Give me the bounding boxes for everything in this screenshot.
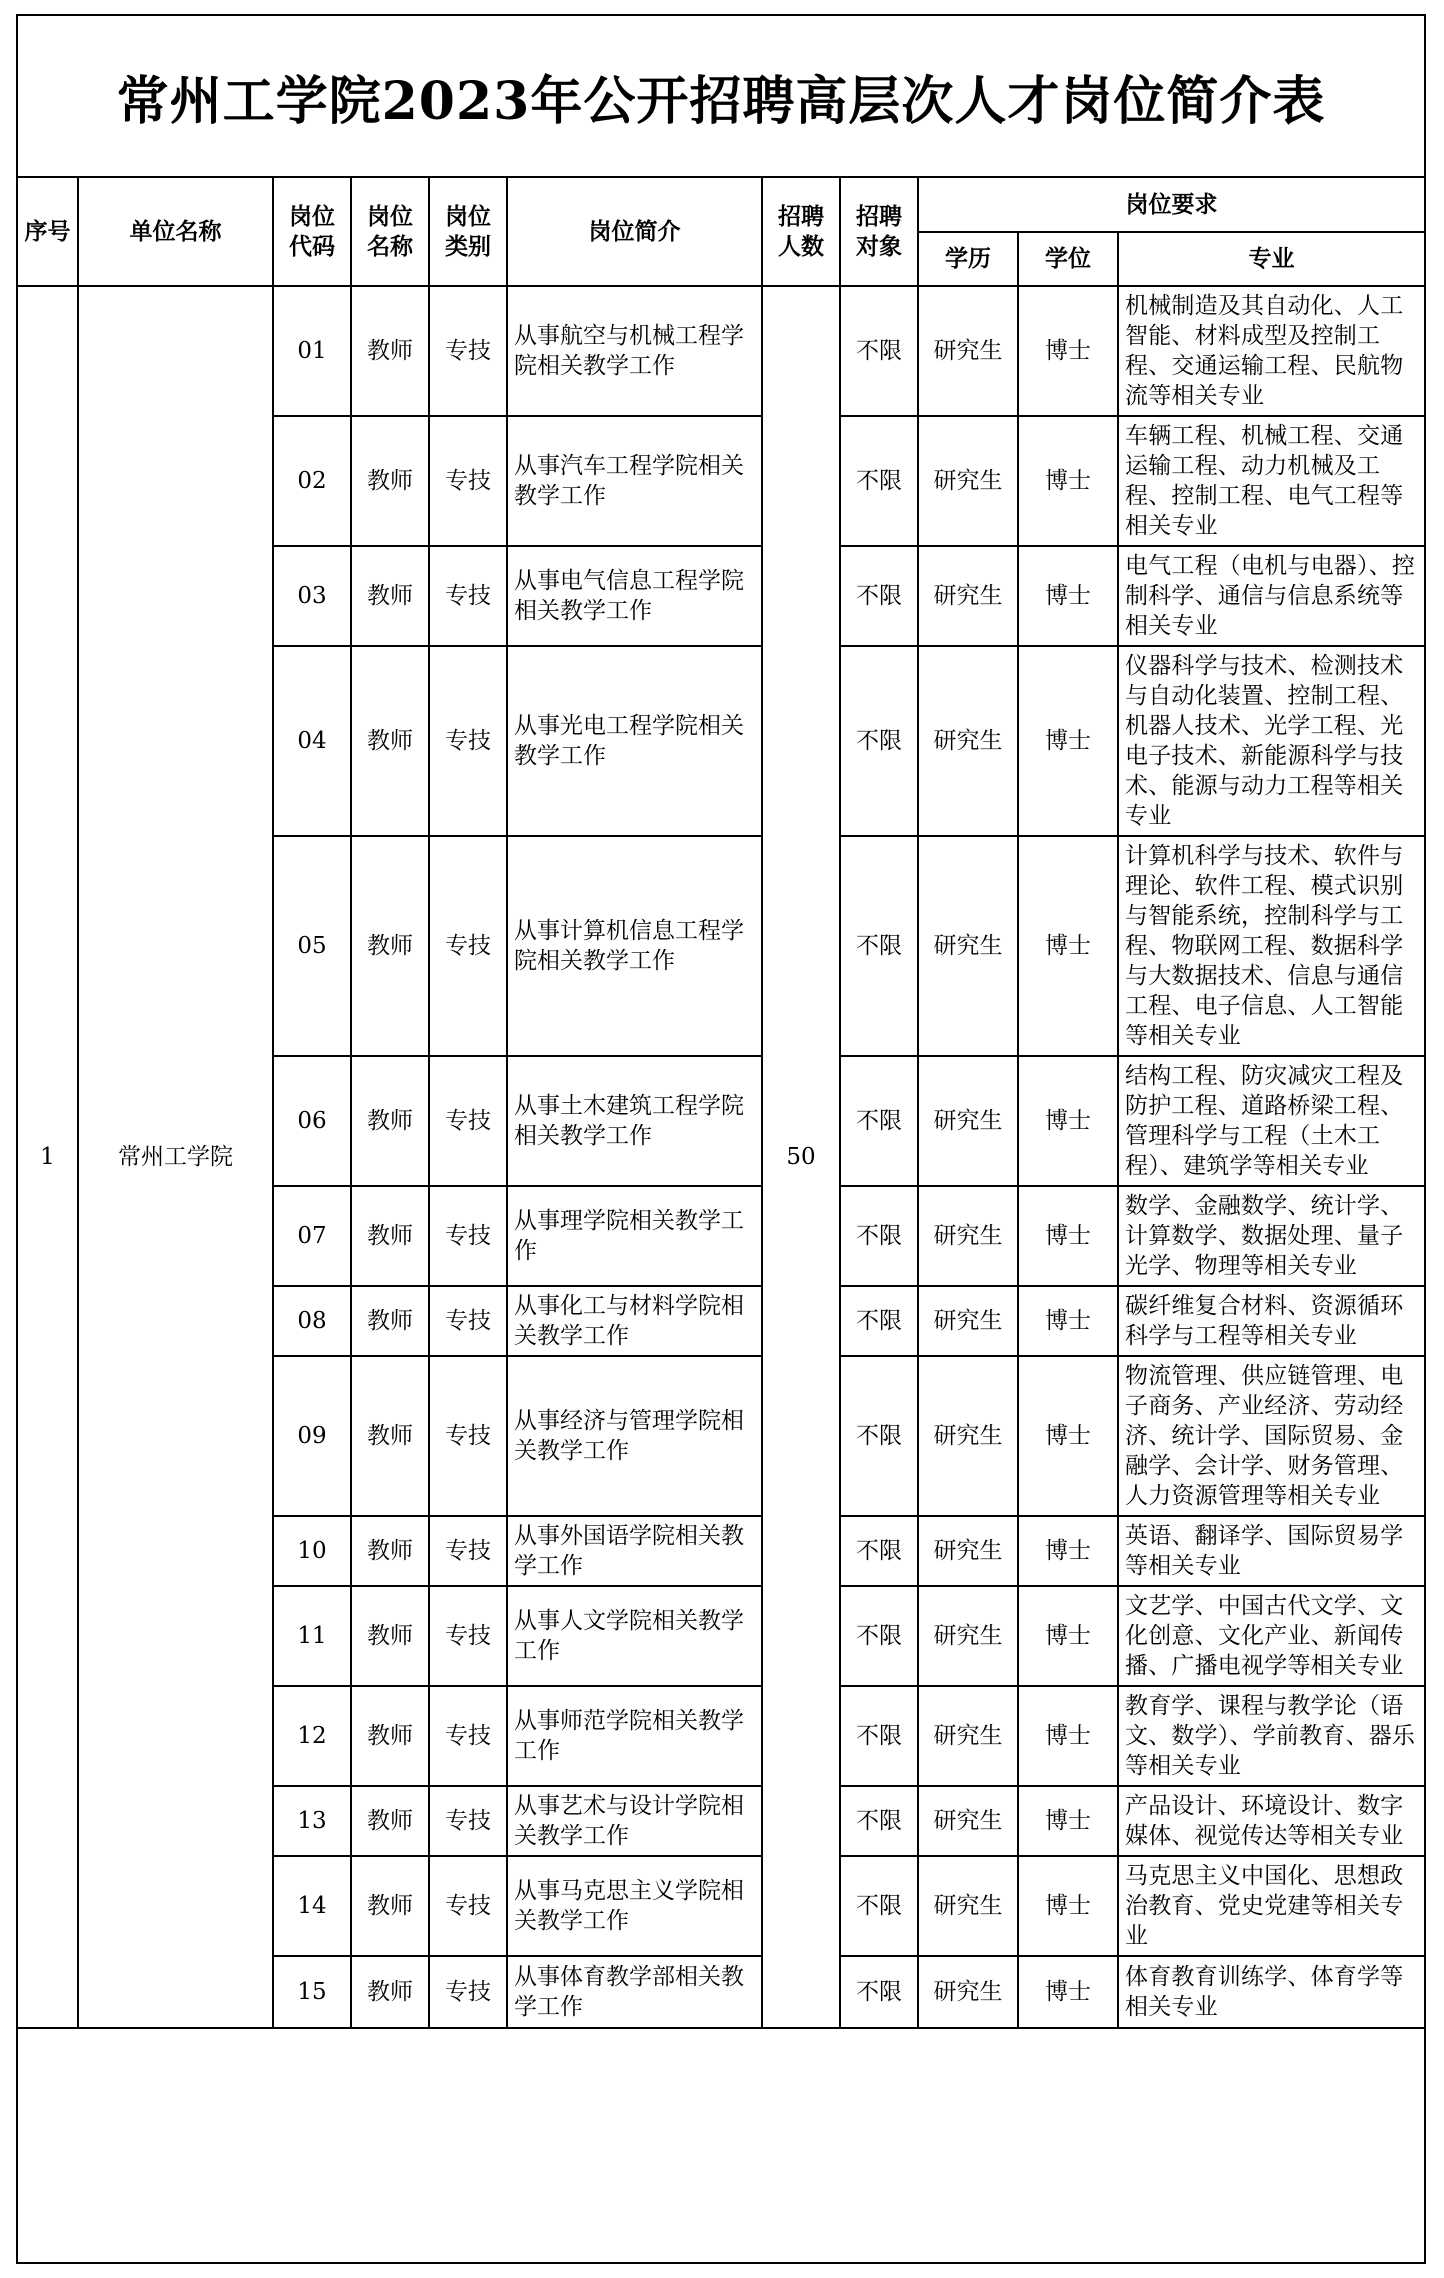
code-cell: 03 [273,546,351,646]
degree-cell: 博士 [1018,416,1118,546]
degree-cell: 博士 [1018,1516,1118,1586]
code-cell: 14 [273,1856,351,1956]
target-cell: 不限 [840,646,918,836]
education-cell: 研究生 [918,1056,1018,1186]
education-cell: 研究生 [918,1186,1018,1286]
major-cell: 仪器科学与技术、检测技术与自动化装置、控制工程、机器人技术、光学工程、光电子技术、新能源科学与技术、能源与动力工程等相关专业 [1118,646,1424,836]
description-cell: 从事艺术与设计学院相关教学工作 [507,1786,762,1856]
position-name-cell: 教师 [351,1356,429,1516]
header-line: 人数 [778,232,824,260]
description-cell: 从事师范学院相关教学工作 [507,1686,762,1786]
table-body [18,286,1424,2028]
education-cell: 研究生 [918,1856,1018,1956]
position-type-cell: 专技 [429,1186,507,1286]
description-cell: 从事体育教学部相关教学工作 [507,1956,762,2028]
position-type-cell: 专技 [429,1956,507,2028]
major-cell: 碳纤维复合材料、资源循环科学与工程等相关专业 [1118,1286,1424,1356]
major-cell: 文艺学、中国古代文学、文化创意、文化产业、新闻传播、广播电视学等相关专业 [1118,1586,1424,1686]
position-name-cell: 教师 [351,1956,429,2028]
degree-cell: 博士 [1018,1186,1118,1286]
code-cell: 04 [273,646,351,836]
position-type-cell: 专技 [429,836,507,1056]
degree-cell: 博士 [1018,1286,1118,1356]
position-name-cell: 教师 [351,1586,429,1686]
position-type-cell: 专技 [429,286,507,416]
code-cell: 13 [273,1786,351,1856]
header-code [273,178,351,286]
position-name-cell: 教师 [351,1686,429,1786]
degree-cell: 博士 [1018,286,1118,416]
position-name-cell: 教师 [351,1056,429,1186]
code-cell: 12 [273,1686,351,1786]
position-name-cell: 教师 [351,1516,429,1586]
description-cell: 从事汽车工程学院相关教学工作 [507,416,762,546]
positions-table [18,178,1424,2029]
target-cell: 不限 [840,836,918,1056]
position-type-cell: 专技 [429,1286,507,1356]
target-cell: 不限 [840,1786,918,1856]
position-type-cell: 专技 [429,416,507,546]
major-cell: 数学、金融数学、统计学、计算数学、数据处理、量子光学、物理等相关专业 [1118,1186,1424,1286]
description-cell: 从事光电工程学院相关教学工作 [507,646,762,836]
header-type [429,178,507,286]
degree-cell: 博士 [1018,1856,1118,1956]
position-type-cell: 专技 [429,1356,507,1516]
target-cell: 不限 [840,416,918,546]
header-line: 岗位 [445,202,491,230]
description-cell: 从事外国语学院相关教学工作 [507,1516,762,1586]
code-cell: 15 [273,1956,351,2028]
description-cell: 从事航空与机械工程学院相关教学工作 [507,286,762,416]
position-type-cell: 专技 [429,1516,507,1586]
header-desc: 岗位简介 [507,178,762,286]
major-cell: 马克思主义中国化、思想政治教育、党史党建等相关专业 [1118,1856,1424,1956]
description-cell: 从事计算机信息工程学院相关教学工作 [507,836,762,1056]
position-type-cell: 专技 [429,1856,507,1956]
header-line: 招聘 [856,202,902,230]
header-line: 岗位 [289,202,335,230]
target-cell: 不限 [840,1286,918,1356]
target-cell: 不限 [840,1356,918,1516]
code-cell: 10 [273,1516,351,1586]
header-edu: 学历 [918,232,1018,286]
degree-cell: 博士 [1018,1686,1118,1786]
degree-cell: 博士 [1018,1056,1118,1186]
major-cell: 英语、翻译学、国际贸易学等相关专业 [1118,1516,1424,1586]
position-name-cell: 教师 [351,286,429,416]
education-cell: 研究生 [918,1586,1018,1686]
target-cell: 不限 [840,1856,918,1956]
position-name-cell: 教师 [351,836,429,1056]
target-cell: 不限 [840,1186,918,1286]
title-box [18,16,1424,178]
position-type-cell: 专技 [429,1686,507,1786]
education-cell: 研究生 [918,1956,1018,2028]
unit-cell: 常州工学院 [78,286,273,2028]
header-line: 岗位 [367,202,413,230]
header-seq: 序号 [18,178,78,286]
header-target [840,178,918,286]
major-cell: 车辆工程、机械工程、交通运输工程、动力机械及工程、控制工程、电气工程等相关专业 [1118,416,1424,546]
target-cell: 不限 [840,546,918,646]
header-line: 招聘 [778,202,824,230]
position-type-cell: 专技 [429,1056,507,1186]
table-row [18,286,1424,416]
degree-cell: 博士 [1018,836,1118,1056]
target-cell: 不限 [840,1956,918,2028]
degree-cell: 博士 [1018,1956,1118,2028]
education-cell: 研究生 [918,1286,1018,1356]
target-cell: 不限 [840,1586,918,1686]
header-line: 类别 [445,232,491,260]
seq-cell: 1 [18,286,78,2028]
code-cell: 05 [273,836,351,1056]
page-title: 常州工学院2023年公开招聘高层次人才岗位简介表 [116,70,1326,132]
position-name-cell: 教师 [351,1856,429,1956]
position-name-cell: 教师 [351,1186,429,1286]
header-name [351,178,429,286]
major-cell: 教育学、课程与教学论（语文、数学）、学前教育、器乐等相关专业 [1118,1686,1424,1786]
major-cell: 体育教育训练学、体育学等相关专业 [1118,1956,1424,2028]
education-cell: 研究生 [918,836,1018,1056]
position-type-cell: 专技 [429,1786,507,1856]
job-table-sheet [16,14,1426,2264]
education-cell: 研究生 [918,1356,1018,1516]
code-cell: 01 [273,286,351,416]
position-name-cell: 教师 [351,1286,429,1356]
header-line: 对象 [856,232,902,260]
degree-cell: 博士 [1018,546,1118,646]
position-name-cell: 教师 [351,416,429,546]
position-name-cell: 教师 [351,646,429,836]
position-type-cell: 专技 [429,546,507,646]
education-cell: 研究生 [918,416,1018,546]
header-requirements: 岗位要求 [918,178,1424,232]
education-cell: 研究生 [918,1686,1018,1786]
target-cell: 不限 [840,286,918,416]
header-line: 名称 [367,232,413,260]
code-cell: 06 [273,1056,351,1186]
major-cell: 电气工程（电机与电器）、控制科学、通信与信息系统等相关专业 [1118,546,1424,646]
education-cell: 研究生 [918,286,1018,416]
target-cell: 不限 [840,1056,918,1186]
degree-cell: 博士 [1018,646,1118,836]
code-cell: 09 [273,1356,351,1516]
education-cell: 研究生 [918,1786,1018,1856]
header-line: 代码 [289,232,335,260]
education-cell: 研究生 [918,546,1018,646]
description-cell: 从事经济与管理学院相关教学工作 [507,1356,762,1516]
code-cell: 02 [273,416,351,546]
degree-cell: 博士 [1018,1586,1118,1686]
education-cell: 研究生 [918,646,1018,836]
degree-cell: 博士 [1018,1356,1118,1516]
major-cell: 机械制造及其自动化、人工智能、材料成型及控制工程、交通运输工程、民航物流等相关专业 [1118,286,1424,416]
major-cell: 计算机科学与技术、软件与理论、软件工程、模式识别与智能系统，控制科学与工程、物联网工程、数据科学与大数据技术、信息与通信工程、电子信息、人工智能等相关专业 [1118,836,1424,1056]
description-cell: 从事电气信息工程学院相关教学工作 [507,546,762,646]
code-cell: 08 [273,1286,351,1356]
position-name-cell: 教师 [351,546,429,646]
target-cell: 不限 [840,1686,918,1786]
degree-cell: 博士 [1018,1786,1118,1856]
code-cell: 07 [273,1186,351,1286]
target-cell: 不限 [840,1516,918,1586]
position-type-cell: 专技 [429,1586,507,1686]
education-cell: 研究生 [918,1516,1018,1586]
position-type-cell: 专技 [429,646,507,836]
header-degree: 学位 [1018,232,1118,286]
major-cell: 结构工程、防灾减灾工程及防护工程、道路桥梁工程、管理科学与工程（土木工程）、建筑学等相关专业 [1118,1056,1424,1186]
description-cell: 从事土木建筑工程学院相关教学工作 [507,1056,762,1186]
description-cell: 从事马克思主义学院相关教学工作 [507,1856,762,1956]
position-name-cell: 教师 [351,1786,429,1856]
description-cell: 从事理学院相关教学工作 [507,1186,762,1286]
major-cell: 产品设计、环境设计、数字媒体、视觉传达等相关专业 [1118,1786,1424,1856]
code-cell: 11 [273,1586,351,1686]
major-cell: 物流管理、供应链管理、电子商务、产业经济、劳动经济、统计学、国际贸易、金融学、会计学、财务管理、人力资源管理等相关专业 [1118,1356,1424,1516]
header-count [762,178,840,286]
description-cell: 从事人文学院相关教学工作 [507,1586,762,1686]
count-cell: 50 [762,286,840,2028]
header-major: 专业 [1118,232,1424,286]
description-cell: 从事化工与材料学院相关教学工作 [507,1286,762,1356]
header-unit: 单位名称 [78,178,273,286]
